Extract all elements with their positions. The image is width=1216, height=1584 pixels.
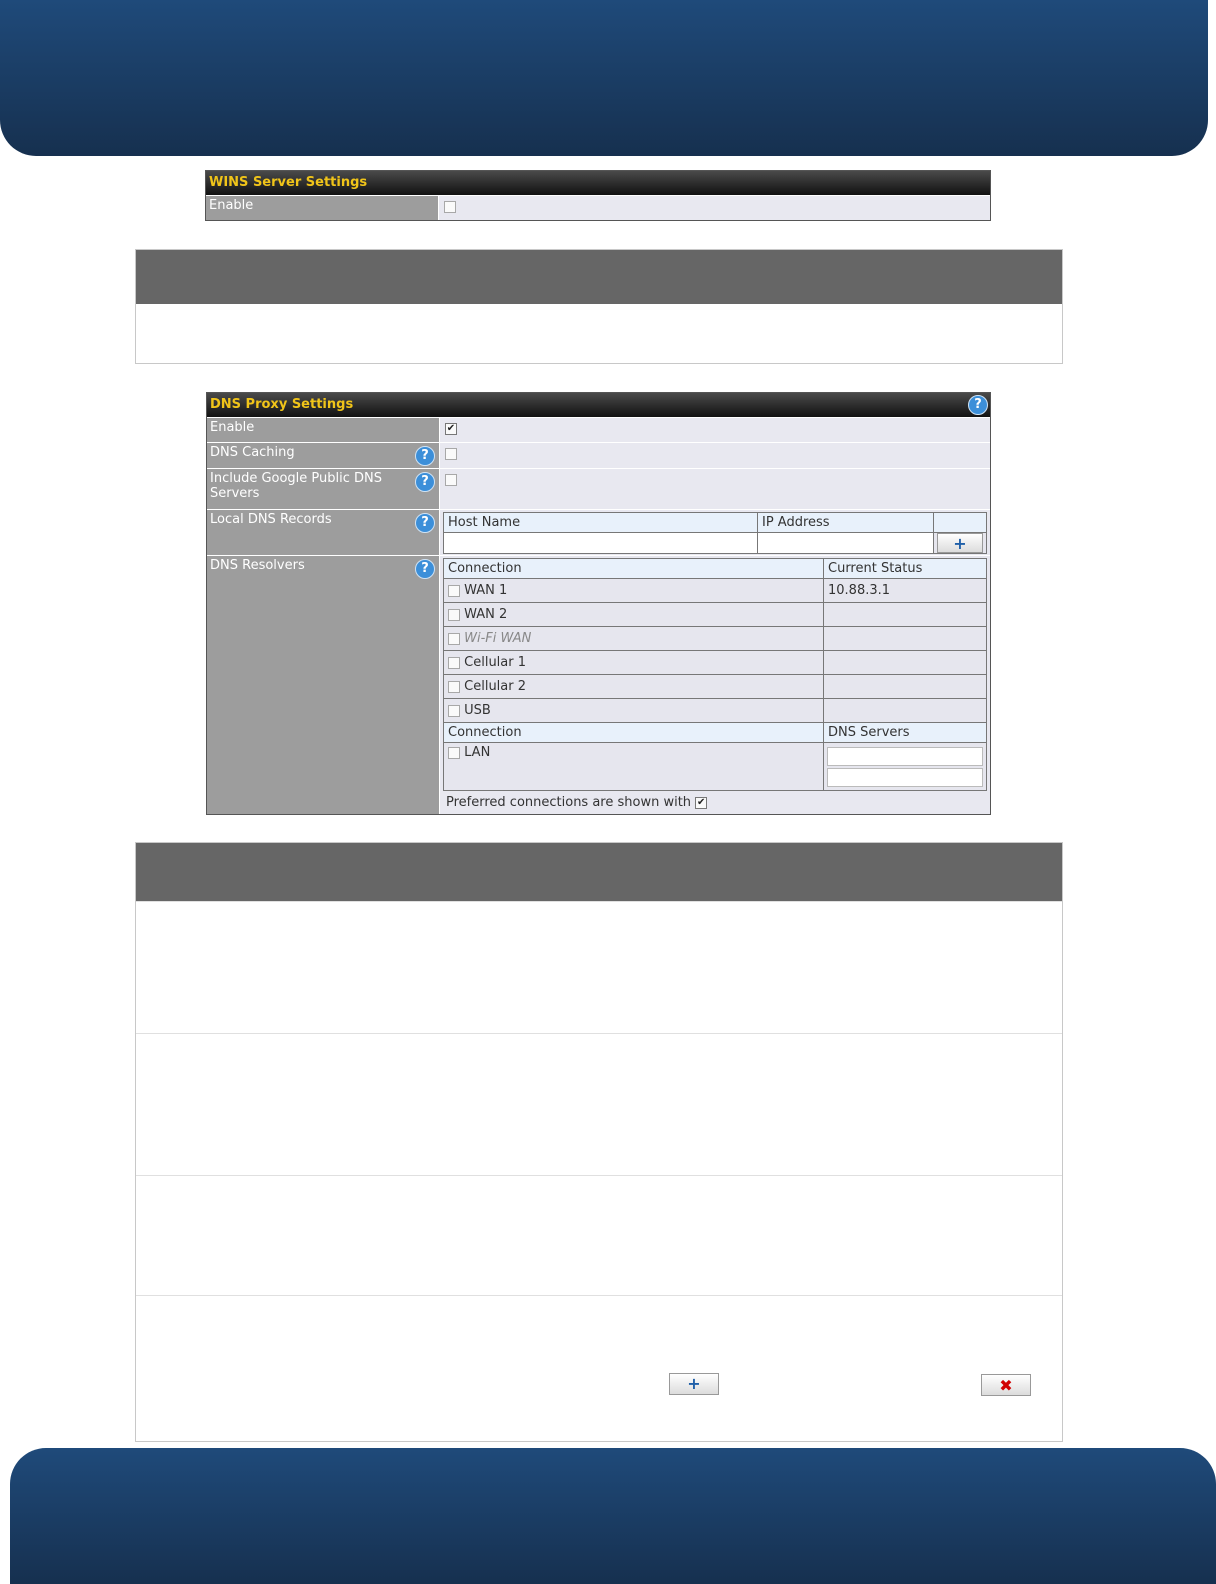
wan1-checkbox[interactable] [448,585,460,597]
dns-server-input[interactable] [827,747,983,766]
google-dns-checkbox[interactable] [445,474,457,486]
wan1-label: WAN 1 [464,583,508,598]
wan2-checkbox[interactable] [448,609,460,621]
bottom-banner [10,1448,1216,1584]
wan2-status [824,603,987,627]
resolver-row [444,603,824,627]
cellular2-label: Cellular 2 [464,679,527,694]
connection-header-2: Connection [444,723,824,743]
wan2-label: WAN 2 [464,607,508,622]
add-button[interactable] [669,1373,719,1395]
wins-enable-checkbox[interactable] [444,201,456,213]
wifi-wan-label: Wi-Fi WAN [464,631,532,646]
host-name-header: Host Name [444,513,758,533]
lan-checkbox[interactable] [448,747,460,759]
info-table-2-row [136,1295,1062,1442]
dns-proxy-panel [206,392,991,815]
dns-caching-checkbox[interactable] [445,448,457,460]
cellular1-label: Cellular 1 [464,655,527,670]
info-table-1 [135,249,1063,364]
usb-checkbox[interactable] [448,705,460,717]
cellular2-status [824,675,987,699]
wifi-wan-status [824,627,987,651]
dns-proxy-title-text: DNS Proxy Settings [210,397,354,412]
dns-resolvers-label: DNS Resolvers [210,558,305,573]
cellular1-status [824,651,987,675]
wins-panel-title: WINS Server Settings [206,171,990,195]
info-table-1-header [136,250,1062,304]
info-table-2-row [136,1175,1062,1295]
add-record-button[interactable]: + [937,533,983,553]
lan-label: LAN [464,745,491,760]
preferred-note-text: Preferred connections are shown with [446,795,692,810]
local-dns-records-table [443,512,987,554]
info-table-2-row [136,901,1062,1033]
help-icon[interactable]: ? [968,395,988,415]
dns-enable-checkbox[interactable]: ✔ [446,422,456,434]
help-icon[interactable]: ? [415,513,435,533]
dns-proxy-title [207,393,990,417]
resolver-row [444,627,824,651]
resolver-row [444,675,824,699]
ip-address-input[interactable] [758,533,934,554]
info-table-2-header [136,843,1062,901]
wins-enable-label: Enable [206,196,439,220]
preferred-connections-note [443,791,987,814]
resolver-row [444,651,824,675]
help-icon[interactable]: ? [415,559,435,579]
cellular1-checkbox[interactable] [448,657,460,669]
help-icon[interactable]: ? [415,472,435,492]
wan1-status: 10.88.3.1 [824,579,987,603]
dns-resolvers-table [443,558,987,791]
google-dns-label: Include Google Public DNS Servers [210,471,383,501]
local-dns-records-label: Local DNS Records [210,512,332,527]
current-status-header: Current Status [824,559,987,579]
usb-status [824,699,987,723]
close-icon: ✖ [999,1376,1013,1395]
resolver-row [444,699,824,723]
dns-enable-label: Enable [207,418,440,442]
dns-servers-header: DNS Servers [824,723,987,743]
cellular2-checkbox[interactable] [448,681,460,693]
usb-label: USB [464,703,491,718]
top-banner [0,0,1208,156]
dns-caching-label: DNS Caching [210,445,295,460]
wins-settings-panel [205,170,991,221]
ip-address-header: IP Address [758,513,934,533]
delete-button[interactable] [981,1374,1031,1396]
wifi-wan-checkbox[interactable] [448,633,460,645]
help-icon[interactable]: ? [415,446,435,466]
dns-server-input[interactable] [827,768,983,787]
plus-icon: + [687,1374,701,1393]
host-name-input[interactable] [444,533,758,554]
info-table-2-row [136,1033,1062,1175]
resolver-row [444,579,824,603]
info-table-2 [135,842,1063,1442]
preferred-checkmark-icon: ✔ [696,796,706,808]
connection-header: Connection [444,559,824,579]
lan-row [444,743,824,791]
